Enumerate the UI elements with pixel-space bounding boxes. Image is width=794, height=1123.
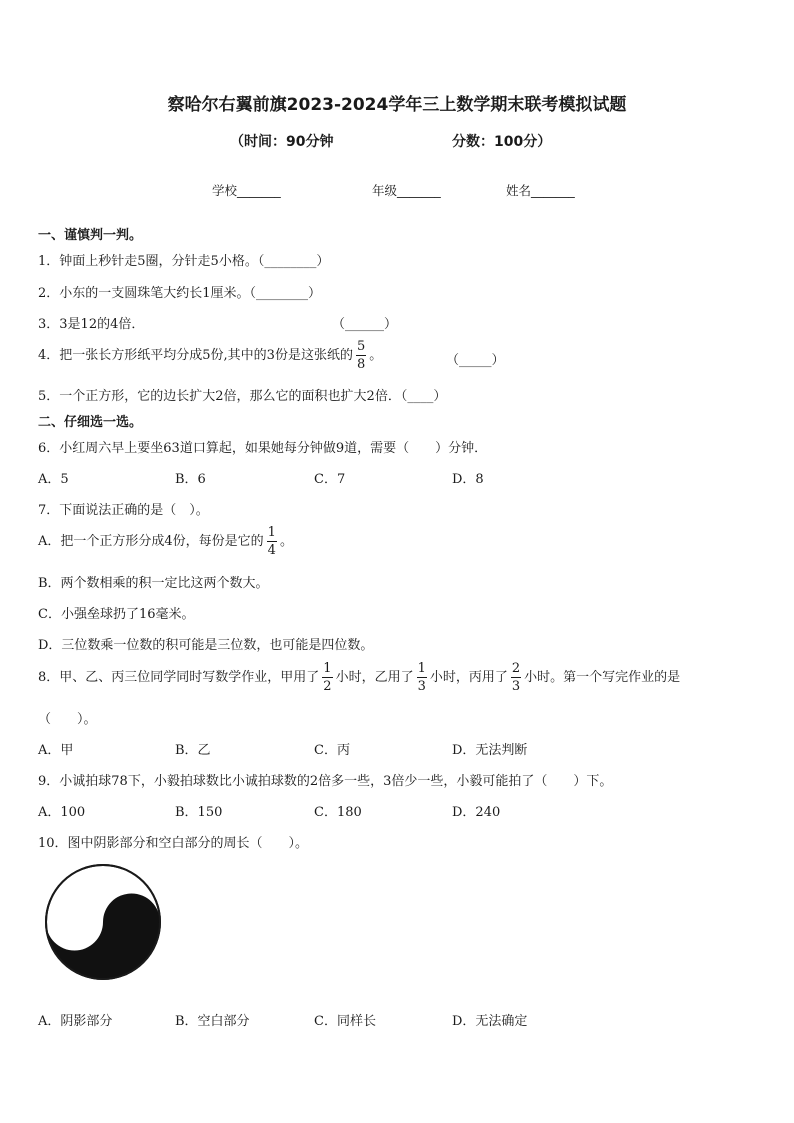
q10-option-a: A．阴影部分 [38,1014,113,1029]
q9-option-d: D．240 [452,805,501,820]
fraction-denominator: 2 [323,679,332,694]
q6-option-d: D．8 [452,472,484,487]
q7-option-c: C．小强垒球扔了16毫米。 [38,607,195,622]
q8-option-a: A．甲 [38,743,74,758]
section1-heading: 一、谨慎判一判。 [38,228,143,243]
q7-option-b: B．两个数相乘的积一定比这两个数大。 [38,576,269,591]
q6-option-b: B．6 [175,472,206,487]
q7-option-a-end: 。 [279,534,293,549]
q9-option-c: C．180 [314,805,362,820]
section2-heading: 二、仔细选一选。 [38,415,143,430]
q7-option-a-text: A．把一个正方形分成4份，每份是它的 [38,534,264,549]
grade-field: 年级_______ [372,183,441,198]
fraction-5-8 [356,340,366,371]
q9-option-a: A．100 [38,805,86,820]
fraction-1-2 [322,662,332,693]
q8-text-3: 小时，丙用了 [429,670,508,685]
question-7: 7．下面说法正确的是（ ）。 [38,503,209,518]
question-5: 5．一个正方形，它的边长扩大2倍，那么它的面积也扩大2倍．（____） [38,389,447,404]
q6-option-c: C．7 [314,472,346,487]
question-9: 9．小诚拍球78下，小毅拍球数比小诚拍球数的2倍多一些，3倍少一些，小毅可能拍了（ ）下。 [38,774,613,789]
fraction-numerator: 1 [267,525,276,540]
fraction-1-3 [417,662,427,693]
question-4-blank: （_____） [446,353,505,368]
question-8 [38,662,680,693]
exam-score: 分数：100分） [452,134,552,150]
fraction-1-4 [267,526,277,557]
q10-option-b: B．空白部分 [175,1014,250,1029]
fraction-numerator: 5 [356,339,366,354]
q7-option-d: D．三位数乘一位数的积可能是三位数，也可能是四位数。 [38,638,374,653]
q7-option-a [38,526,293,557]
question-3: 3．3是12的4倍． [38,317,145,332]
fraction-denominator: 3 [417,679,426,694]
q9-option-b: B．150 [175,805,223,820]
q8-option-b: B．乙 [175,743,211,758]
question-6: 6．小红周六早上要坐63道口算起，如果她每分钟做9道，需要（ ）分钟． [38,441,488,456]
question-4-text: 4．把一张长方形纸平均分成5份,其中的3份是这张纸的 [38,348,353,363]
fraction-denominator: 8 [356,357,366,372]
q10-option-c: C．同样长 [314,1014,376,1029]
fraction-denominator: 3 [511,679,521,694]
fraction-numerator: 1 [323,661,332,676]
q6-option-a: A．5 [38,472,69,487]
yin-yang-figure [44,863,162,981]
exam-time: （时间：90分钟 [230,134,334,150]
q8-option-d: D．无法判断 [452,743,528,758]
fraction-denominator: 4 [267,543,276,558]
name-field: 姓名_______ [506,183,575,198]
question-10: 10．图中阴影部分和空白部分的周长（ ）。 [38,836,309,851]
question-1: 1．钟面上秒针走5圈，分针走5小格。（________） [38,254,330,269]
school-field: 学校_______ [212,183,281,198]
question-2: 2．小东的一支圆珠笔大约长1厘米。（________） [38,286,322,301]
question-4 [38,340,382,371]
q8-text-2: 小时，乙用了 [335,670,414,685]
question-3-blank: （______） [332,317,398,332]
page-title: 察哈尔右翼前旗2023-2024学年三上数学期末联考模拟试题 [167,95,627,115]
question-8-line2: （ ）。 [38,712,97,727]
q10-option-d: D．无法确定 [452,1014,528,1029]
q8-text-1: 8．甲、乙、丙三位同学同时写数学作业，甲用了 [38,670,320,685]
fraction-numerator: 1 [417,661,426,676]
question-4-end: 。 [369,348,383,363]
q8-text-4: 小时。第一个写完作业的是 [524,670,681,685]
q8-option-c: C．丙 [314,743,350,758]
fraction-2-3 [511,662,521,693]
fraction-numerator: 2 [511,661,521,676]
